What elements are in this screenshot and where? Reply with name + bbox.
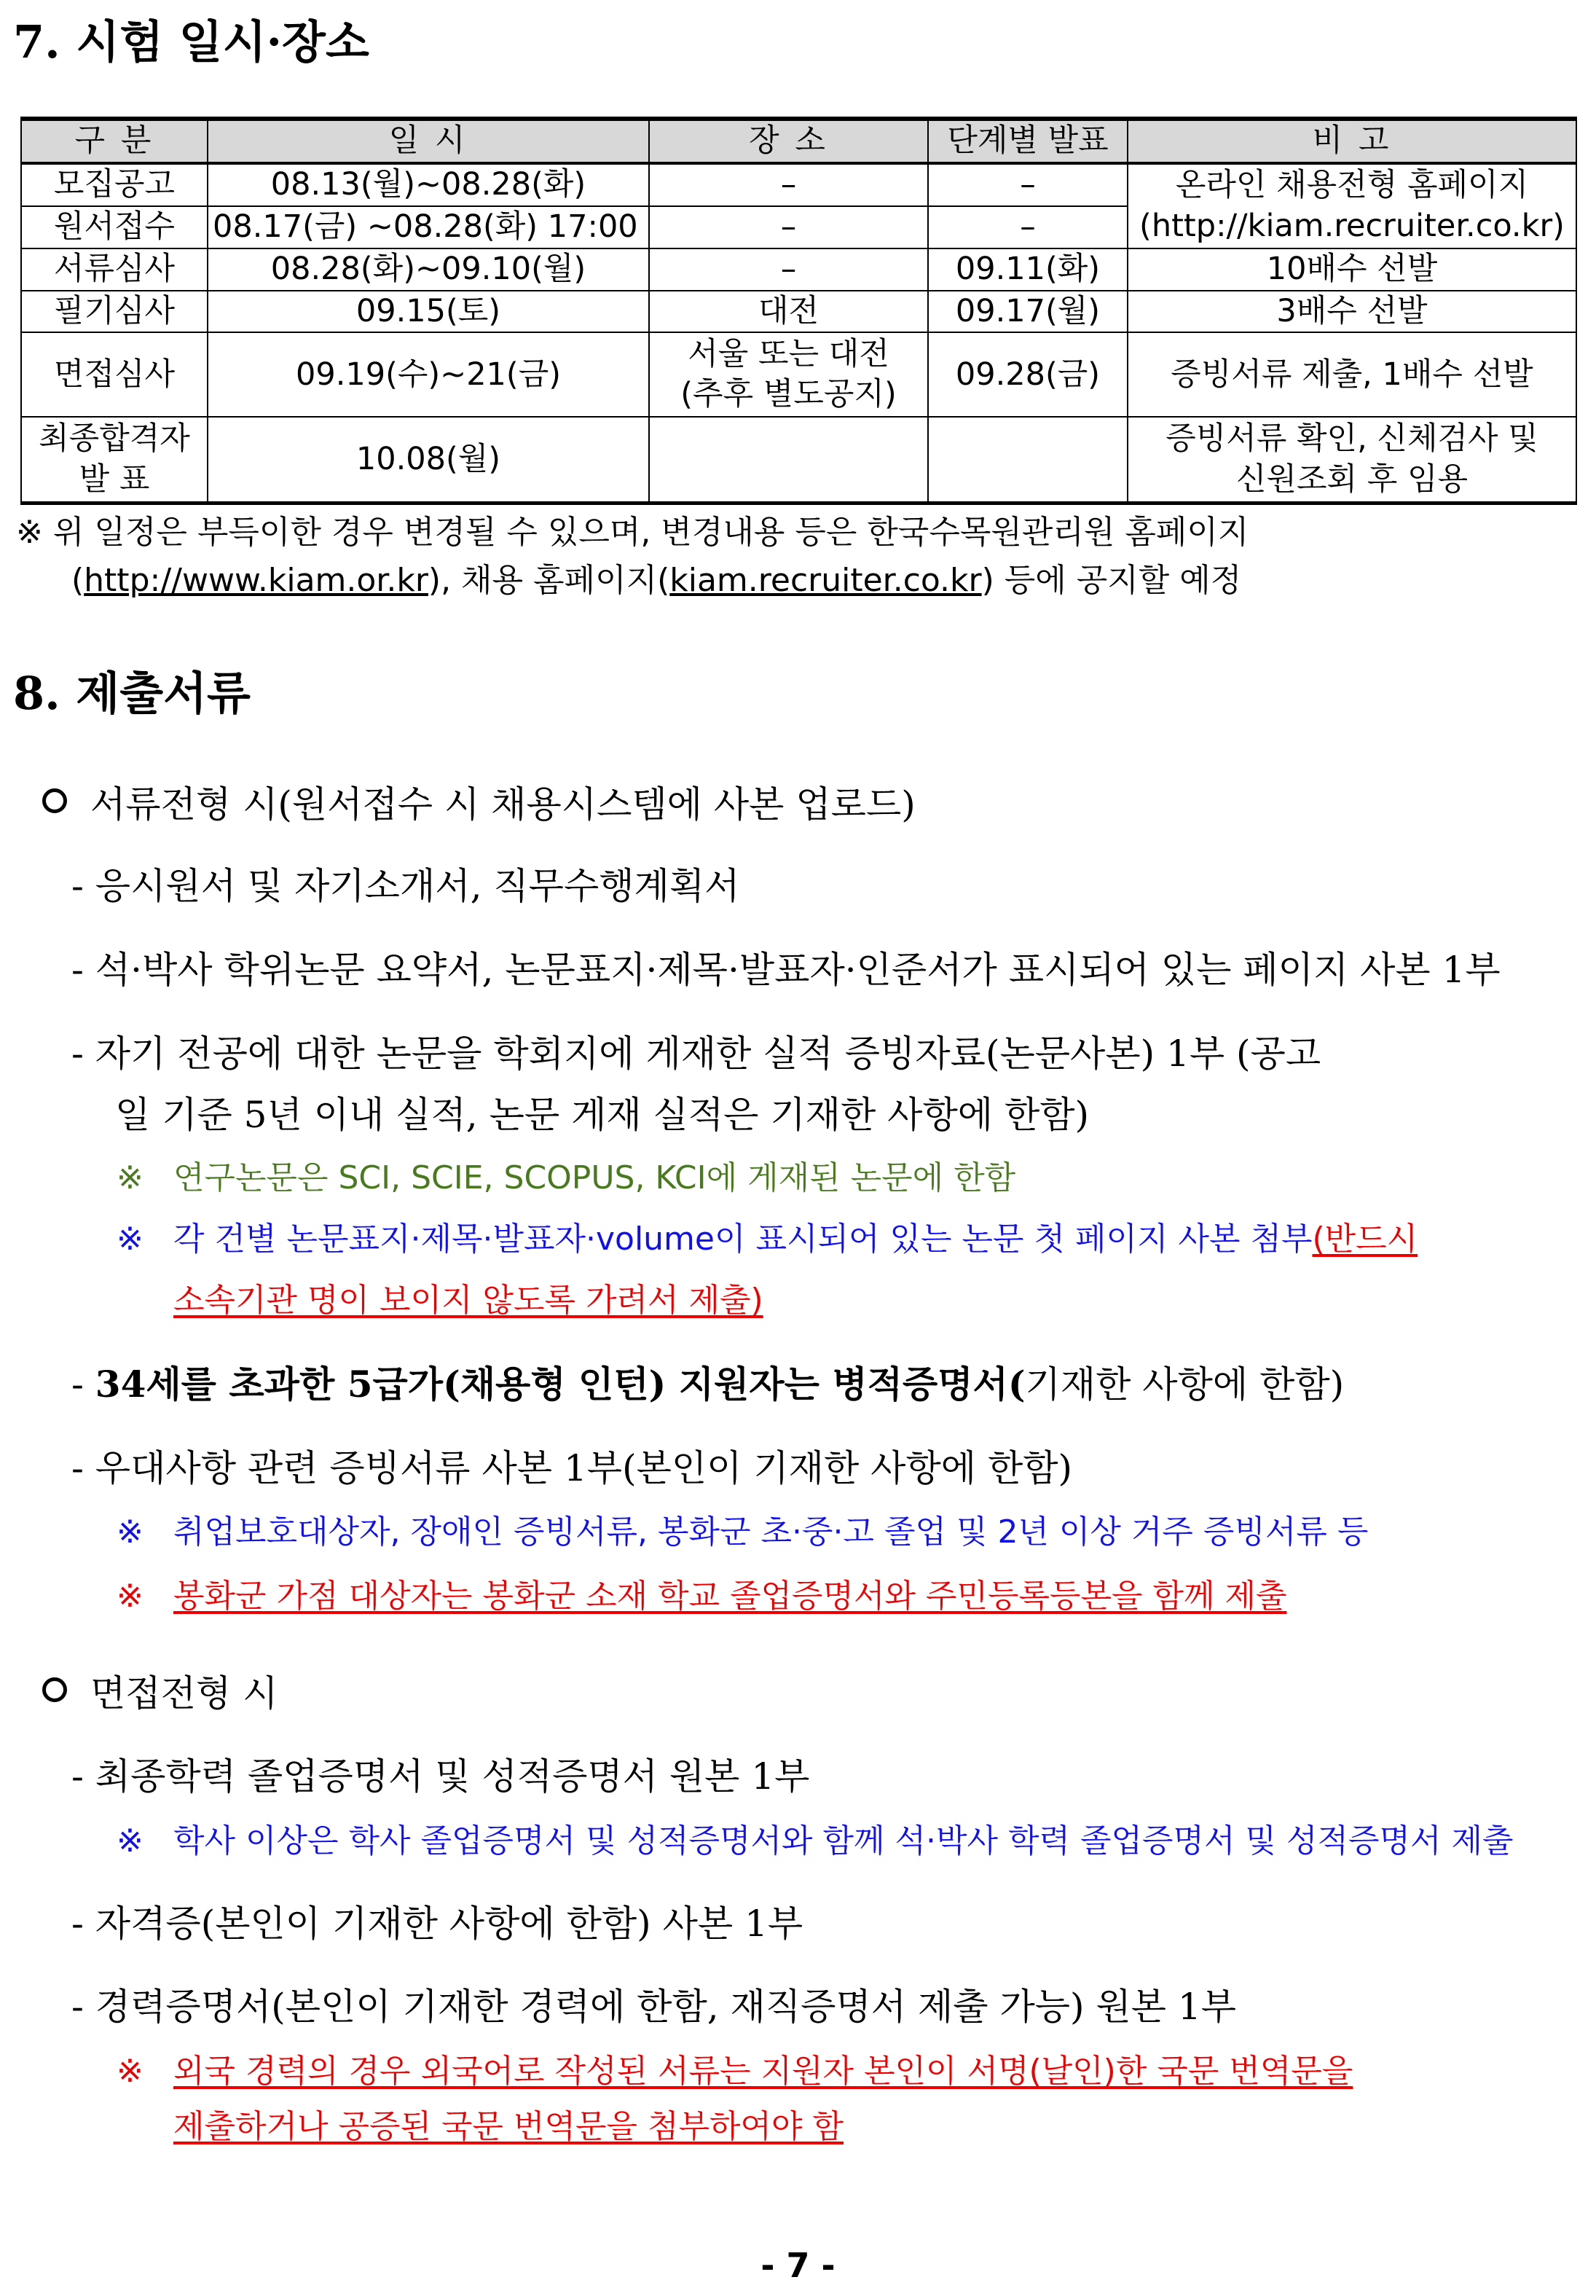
cell-announce: 09.28(금) bbox=[928, 332, 1128, 417]
cell-announce: – bbox=[928, 206, 1128, 248]
cell-place: 대전 bbox=[649, 291, 928, 333]
note-warning: (반드시 bbox=[1312, 1221, 1418, 1258]
remark-line: 증빙서류 확인, 신체검사 및 bbox=[1165, 420, 1538, 457]
table-row bbox=[21, 163, 1576, 206]
kiam-homepage-link[interactable]: http://www.kiam.or.kr bbox=[84, 562, 428, 599]
note-degree-certificate bbox=[117, 1814, 1513, 1861]
cell-place: – bbox=[649, 248, 928, 291]
place-line: 서울 또는 대전 bbox=[688, 335, 889, 372]
list-item: - 자기 전공에 대한 논문을 학회지에 게재한 실적 증빙자료(논문사본) 1부 (공고 bbox=[71, 1033, 1321, 1075]
cell-stage: 모집공고 bbox=[21, 163, 208, 206]
cell-place bbox=[649, 417, 928, 503]
remark-line: 온라인 채용전형 홈페이지 bbox=[1175, 166, 1529, 203]
remark-line: 신원조회 후 임용 bbox=[1235, 461, 1469, 498]
cell-stage bbox=[21, 417, 208, 503]
reference-mark: ※ bbox=[117, 1578, 144, 1615]
list-item: - 최종학력 졸업증명서 및 성적증명서 원본 1부 bbox=[71, 1755, 810, 1798]
cell-stage: 서류심사 bbox=[21, 248, 208, 291]
document-group-heading: 서류전형 시(원서접수 시 채용시스템에 사본 업로드) bbox=[90, 783, 916, 826]
stage-line: 발 표 bbox=[79, 461, 150, 498]
cell-place: – bbox=[649, 163, 928, 206]
cell-stage: 원서접수 bbox=[21, 206, 208, 248]
note-text: 각 건별 논문표지·제목·발표자·volume이 표시되어 있는 논문 첫 페이지 사본 첨부 bbox=[173, 1221, 1313, 1258]
schedule-note-line2 bbox=[71, 554, 1241, 600]
note-foreign-career bbox=[117, 2045, 1353, 2091]
stage-line: 최종합격자 bbox=[39, 420, 190, 457]
cell-date: 09.15(토) bbox=[208, 291, 649, 333]
circle-bullet-icon bbox=[42, 1677, 67, 1702]
table-header-row bbox=[21, 119, 1576, 163]
note-text: 연구논문은 SCI, SCIE, SCOPUS, KCI에 게재된 논문에 한함 bbox=[173, 1159, 1016, 1196]
table-row bbox=[21, 417, 1576, 503]
note-text: ( bbox=[71, 562, 84, 599]
cell-date: 09.19(수)~21(금) bbox=[208, 332, 649, 417]
cell-stage: 면접심사 bbox=[21, 332, 208, 417]
list-item-dash: - bbox=[71, 1363, 95, 1406]
list-item: - 경력증명서(본인이 기재한 경력에 한함, 재직증명서 제출 가능) 원본 1부 bbox=[71, 1986, 1237, 2028]
recruit-site-url: (http://kiam.recruiter.co.kr) bbox=[1139, 207, 1565, 244]
cell-stage: 필기심사 bbox=[21, 291, 208, 333]
cell-remark: 3배수 선발 bbox=[1128, 291, 1576, 333]
table-row bbox=[21, 248, 1576, 291]
exam-schedule-table bbox=[20, 117, 1577, 505]
note-warning: 소속기관 명이 보이지 않도록 가려서 제출) bbox=[173, 1282, 763, 1319]
note-paper-copy bbox=[117, 1212, 1418, 1259]
schedule-note-line1: ※ 위 일정은 부득이한 경우 변경될 수 있으며, 변경내용 등은 한국수목원관리원 홈페이지 bbox=[16, 514, 1249, 551]
cell-date: 10.08(월) bbox=[208, 417, 649, 503]
section-7-title: 7. 시험 일시·장소 bbox=[13, 15, 369, 68]
note-foreign-career-continued: 제출하거나 공증된 국문 번역문을 첨부하여야 함 bbox=[173, 2108, 844, 2145]
list-item: - 응시원서 및 자기소개서, 직무수행계획서 bbox=[71, 865, 740, 907]
header-place: 장 소 bbox=[649, 119, 928, 163]
recruit-homepage-link[interactable]: kiam.recruiter.co.kr bbox=[669, 562, 982, 599]
cell-remark: 10배수 선발 bbox=[1128, 248, 1576, 291]
cell-place: – bbox=[649, 206, 928, 248]
cell-date: 08.13(월)~08.28(화) bbox=[208, 163, 649, 206]
list-item bbox=[71, 1355, 1344, 1408]
list-item-text: 기재한 사항에 한함) bbox=[1025, 1363, 1345, 1406]
header-category: 구 분 bbox=[21, 119, 208, 163]
note-text: ), 채용 홈페이지( bbox=[428, 562, 670, 599]
note-text: 학사 이상은 학사 졸업증명서 및 성적증명서와 함께 석·박사 학력 졸업증명서 및 성적증명서 제출 bbox=[173, 1822, 1514, 1860]
header-announce: 단계별 발표 bbox=[928, 119, 1128, 163]
cell-place bbox=[649, 332, 928, 417]
note-bonghwa-bonus bbox=[117, 1570, 1287, 1616]
note-text: ) 등에 공지할 예정 bbox=[981, 562, 1242, 599]
reference-mark: ※ bbox=[117, 1822, 144, 1860]
reference-mark: ※ bbox=[117, 1221, 144, 1258]
note-research-paper bbox=[117, 1151, 1015, 1198]
cell-announce bbox=[928, 417, 1128, 503]
list-item: - 우대사항 관련 증빙서류 사본 1부(본인이 기재한 사항에 한함) bbox=[71, 1447, 1073, 1489]
table-row bbox=[21, 332, 1576, 417]
cell-announce: 09.17(월) bbox=[928, 291, 1128, 333]
header-remark: 비 고 bbox=[1128, 119, 1576, 163]
reference-mark: ※ bbox=[117, 1159, 144, 1196]
circle-bullet-icon bbox=[42, 788, 67, 813]
list-item-emphasis: 34세를 초과한 5급가(채용형 인턴) 지원자는 병적증명서( bbox=[95, 1363, 1026, 1406]
note-text: 취업보호대상자, 장애인 증빙서류, 봉화군 초·중·고 졸업 및 2년 이상 거주 증빙서류 등 bbox=[173, 1513, 1369, 1551]
cell-date: 08.28(화)~09.10(월) bbox=[208, 248, 649, 291]
document-group-heading: 면접전형 시 bbox=[90, 1672, 278, 1715]
list-item: - 석·박사 학위논문 요약서, 논문표지·제목·발표자·인준서가 표시되어 있는 페이지 사본 1부 bbox=[71, 949, 1501, 991]
list-item-continued: 일 기준 5년 이내 실적, 논문 게재 실적은 기재한 사항에 한함) bbox=[115, 1094, 1090, 1136]
place-line: (추후 별도공지) bbox=[680, 376, 897, 413]
table-row bbox=[21, 291, 1576, 333]
header-datetime: 일 시 bbox=[208, 119, 649, 163]
cell-announce: 09.11(화) bbox=[928, 248, 1128, 291]
note-text: 봉화군 가점 대상자는 봉화군 소재 학교 졸업증명서와 주민등록등본을 함께 제출 bbox=[173, 1578, 1287, 1615]
note-text: 외국 경력의 경우 외국어로 작성된 서류는 지원자 본인이 서명(날인)한 국문 번역문을 bbox=[173, 2053, 1353, 2090]
cell-remark bbox=[1128, 417, 1576, 503]
reference-mark: ※ bbox=[117, 2053, 144, 2090]
list-item: - 자격증(본인이 기재한 사항에 한함) 사본 1부 bbox=[71, 1903, 803, 1945]
page-number: - 7 - bbox=[760, 2246, 836, 2285]
cell-date: 08.17(금) ~08.28(화) 17:00 bbox=[208, 206, 649, 248]
note-preference-docs bbox=[117, 1505, 1368, 1552]
section-8-title: 8. 제출서류 bbox=[13, 667, 251, 720]
reference-mark: ※ bbox=[117, 1513, 144, 1551]
cell-announce: – bbox=[928, 163, 1128, 206]
cell-remark: 증빙서류 제출, 1배수 선발 bbox=[1128, 332, 1576, 417]
cell-remark-merged bbox=[1128, 163, 1576, 248]
